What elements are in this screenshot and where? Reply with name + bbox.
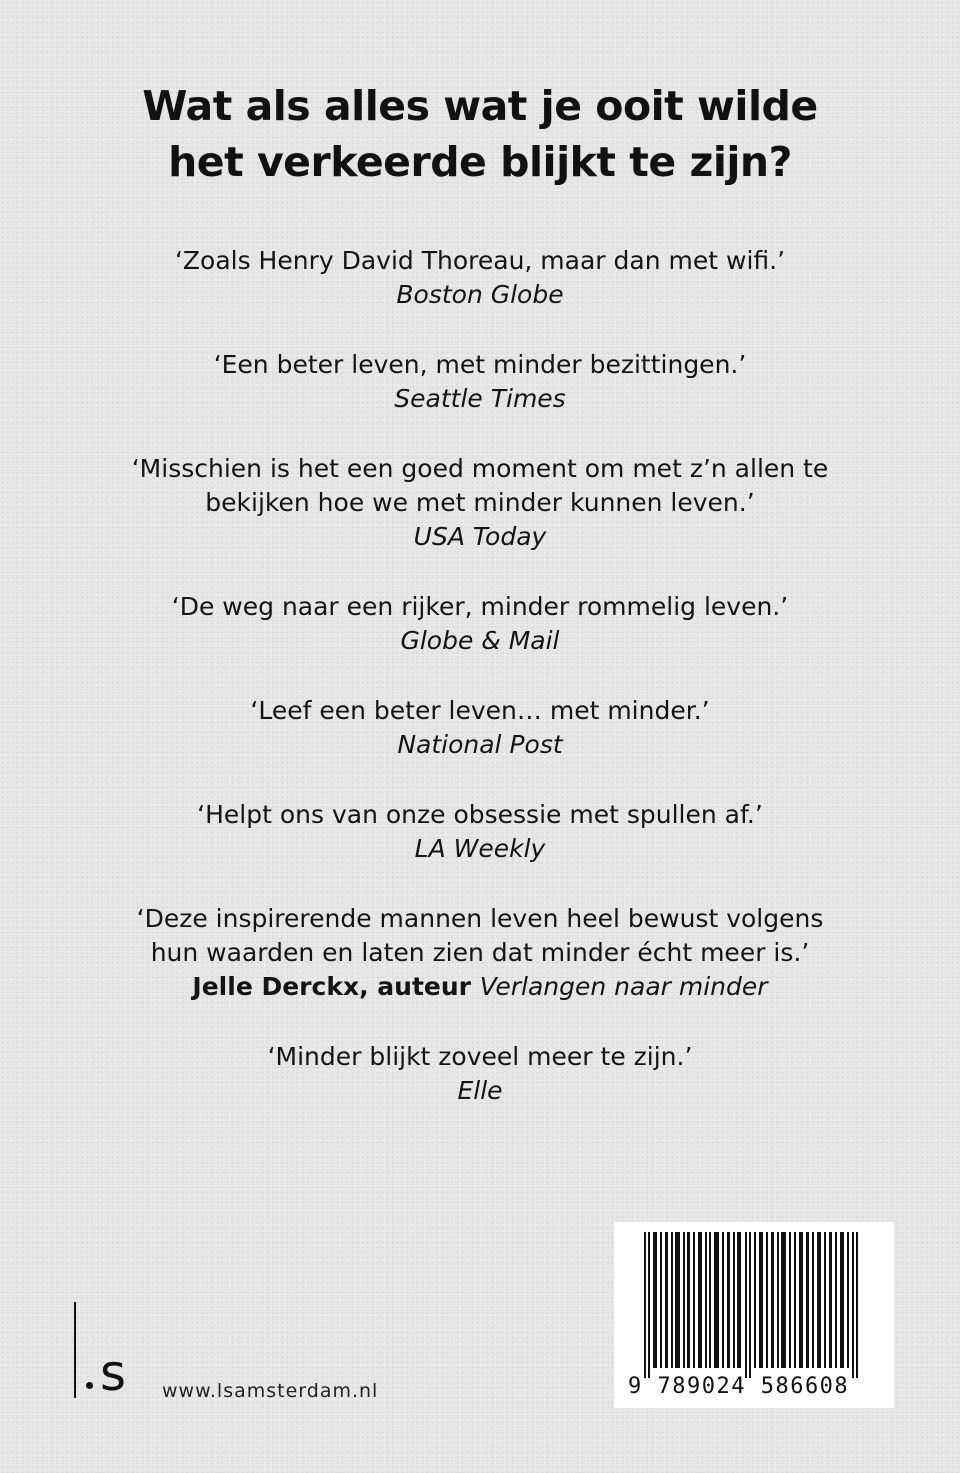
logo-bar — [74, 1302, 76, 1398]
publisher-logo — [72, 1302, 152, 1402]
logo-dot — [86, 1382, 93, 1389]
quote-item — [0, 452, 960, 554]
quote-source: National Post — [397, 730, 563, 759]
quote-item — [0, 694, 960, 762]
headline — [0, 78, 960, 190]
quote-text: ‘Deze inspirerende mannen leven heel bewust volgens — [136, 904, 824, 933]
quote-item — [0, 902, 960, 1004]
logo-letter: s — [100, 1344, 127, 1402]
quote-source-author: Jelle Derckx, auteur — [192, 972, 471, 1001]
quote-item — [0, 590, 960, 658]
headline-line-2: het verkeerde blijkt te zijn? — [168, 138, 792, 186]
quote-source: Globe & Mail — [400, 626, 560, 655]
quote-source: Elle — [457, 1076, 503, 1105]
quote-item — [0, 244, 960, 312]
quote-text: bekijken hoe we met minder kunnen leven.’ — [205, 488, 755, 517]
quote-item — [0, 1040, 960, 1108]
quote-source: Boston Globe — [396, 280, 564, 309]
quote-source-title: Verlangen naar minder — [479, 972, 768, 1001]
quote-text: ‘Leef een beter leven… met minder.’ — [250, 696, 710, 725]
quote-text: ‘Een beter leven, met minder bezittingen.’ — [213, 350, 747, 379]
quote-text: ‘Zoals Henry David Thoreau, maar dan met wifi.’ — [174, 246, 786, 275]
isbn-number: 9 789024 586608 — [628, 1374, 850, 1399]
quotes-list — [0, 244, 960, 1144]
isbn-barcode — [614, 1222, 894, 1408]
quote-text: ‘Minder blijkt zoveel meer te zijn.’ — [267, 1042, 693, 1071]
quote-source — [0, 970, 960, 1004]
quote-text: hun waarden en laten zien dat minder écht meer is.’ — [150, 938, 810, 967]
publisher-website: www.lsamsterdam.nl — [162, 1380, 379, 1402]
headline-line-1: Wat als alles wat je ooit wilde — [142, 82, 818, 130]
quote-source: LA Weekly — [414, 834, 546, 863]
quote-item — [0, 798, 960, 866]
quote-source: Seattle Times — [394, 384, 566, 413]
quote-text: ‘De weg naar een rijker, minder rommelig leven.’ — [171, 592, 789, 621]
quote-text: ‘Misschien is het een goed moment om met z’n allen te — [131, 454, 829, 483]
quote-source: USA Today — [413, 522, 547, 551]
quote-item — [0, 348, 960, 416]
quote-text: ‘Helpt ons van onze obsessie met spullen af.’ — [197, 800, 763, 829]
